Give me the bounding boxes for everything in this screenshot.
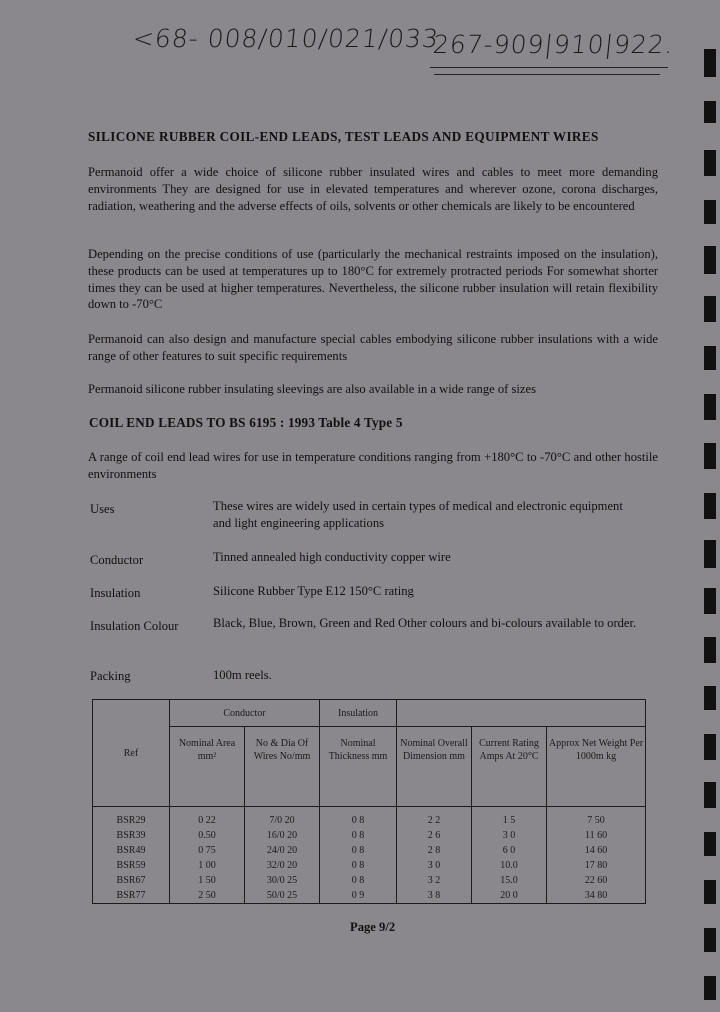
table-cell: 0 8 [351,845,365,856]
table-cell: 30/0 25 [266,875,298,886]
spec-value-insulation: Silicone Rubber Type E12 150°C rating [213,584,414,598]
table-data-row [93,807,646,904]
spec-label-uses: Uses [90,502,115,516]
spec-value-packing: 100m reels. [213,668,272,682]
table-cell: 17 80 [584,860,608,871]
table-cell: 7 50 [587,815,605,826]
table-cell: 34 80 [584,890,608,901]
table-cell: 3 0 [427,860,441,871]
spec-value-uses: These wires are widely used in certain types of medical and electronic equipment and light engineering applications [213,499,623,530]
rating-column [472,807,547,904]
column-header-dimension: Nominal Overall Dimension mm [397,727,472,807]
table-cell: 7/0 20 [269,815,295,826]
spec-label-packing: Packing [90,669,131,683]
weight-column [547,807,646,904]
section-heading: COIL END LEADS TO BS 6195 : 1993 Table 4 Type 5 [89,415,403,430]
intro-paragraph: Depending on the precise conditions of use (particularly the mechanical restraints imposed on the insulation), these products can be used at temperatures up to 180°C for extremely protracted periods For somewhat shorter times they can be used at higher temperatures. Nevertheless, the silicone rubber insulation will retain flexibility down to -70°C [88,247,658,312]
table-cell: 3 0 [502,830,516,841]
table-group-header-row [93,700,646,727]
table-cell: 10.0 [500,860,518,871]
table-cell: 1 5 [502,815,516,826]
column-header-rating: Current Rating Amps At 20°C [472,727,547,807]
intro-paragraph: Permanoid silicone rubber insulating sleevings are also available in a wide range of sizes [88,382,536,396]
conductor-group-header: Conductor [170,700,320,727]
table-cell: 22 60 [584,875,608,886]
intro-paragraph: Permanoid can also design and manufacture special cables embodying silicone rubber insulations with a wide range of other features to suit specific requirements [88,332,658,363]
table-cell: 2 50 [198,890,216,901]
spec-label-conductor: Conductor [90,553,144,567]
table-cell: 2 2 [427,815,441,826]
handwritten-underline [430,67,668,68]
spec-value-insulation-colour: Black, Blue, Brown, Green and Red Other colours and bi-colours available to order. [213,616,637,630]
handwritten-part-numbers-right: 267-909|910|922. [431,30,676,59]
table-cell: 0 8 [351,860,365,871]
table-cell: 2 6 [427,830,441,841]
column-header-area: Nominal Area mm² [170,727,245,807]
column-header-weight: Approx Net Weight Per 1000m kg [547,727,646,807]
thickness-column [320,807,397,904]
handwritten-underline [434,74,660,75]
page-title: SILICONE RUBBER COIL-END LEADS, TEST LEADS AND EQUIPMENT WIRES [88,129,599,144]
dimension-column [397,807,472,904]
intro-paragraph: Permanoid offer a wide choice of silicone rubber insulated wires and cables to meet more demanding environments They are designed for use in elevated temperatures and wherever ozone, corona discharges, radiation, weathering and the adverse effects of oils, solvents or other chemicals are likely to be encountered [88,165,658,213]
table-cell: 0 8 [351,875,365,886]
table-cell: 11 60 [584,830,608,841]
table-cell: 0.50 [198,830,216,841]
table-cell: 3 2 [427,875,441,886]
wires-column [245,807,320,904]
table-cell: 0 22 [198,815,216,826]
insulation-group-header: Insulation [320,700,397,727]
table-cell: 32/0 20 [266,860,298,871]
table-cell: 15.0 [500,875,518,886]
blank-group-header [397,700,646,727]
table-cell: 0 9 [351,890,365,901]
table-cell: 24/0 20 [266,845,298,856]
table-cell: BSR59 [116,860,146,871]
table-cell: 1 00 [198,860,216,871]
spec-table [92,699,646,904]
table-cell: BSR67 [116,875,146,886]
table-cell: 3 8 [427,890,441,901]
spec-value-conductor: Tinned annealed high conductivity copper wire [213,550,451,564]
spec-label-insulation: Insulation [90,586,141,600]
table-cell: 1 50 [198,875,216,886]
table-cell: 20 0 [500,890,518,901]
handwritten-part-numbers-left: <68- 008/010/021/033 [131,24,441,53]
table-cell: 0 8 [351,830,365,841]
table-cell: BSR49 [116,845,146,856]
table-cell: 2 8 [427,845,441,856]
area-column [170,807,245,904]
table-cell: 0 8 [351,815,365,826]
column-header-wires: No & Dia Of Wires No/mm [245,727,320,807]
page-number: Page 9/2 [350,920,396,934]
table-cell: 6 0 [502,845,516,856]
table-column-header-row [93,727,646,807]
ref-column [93,807,170,904]
table-cell: BSR29 [116,815,146,826]
table-cell: 16/0 20 [266,830,298,841]
spec-label-insulation-colour: Insulation Colour [90,619,179,633]
ref-header: Ref [93,700,170,807]
table-cell: 50/0 25 [266,890,298,901]
table-cell: BSR77 [116,890,146,901]
section-intro: A range of coil end lead wires for use in temperature conditions ranging from +180°C to -70°C and other hostile environments [88,450,658,481]
table-cell: BSR39 [116,830,146,841]
column-header-thickness: Nominal Thickness mm [320,727,397,807]
table-cell: 14 60 [584,845,608,856]
table-cell: 0 75 [198,845,216,856]
